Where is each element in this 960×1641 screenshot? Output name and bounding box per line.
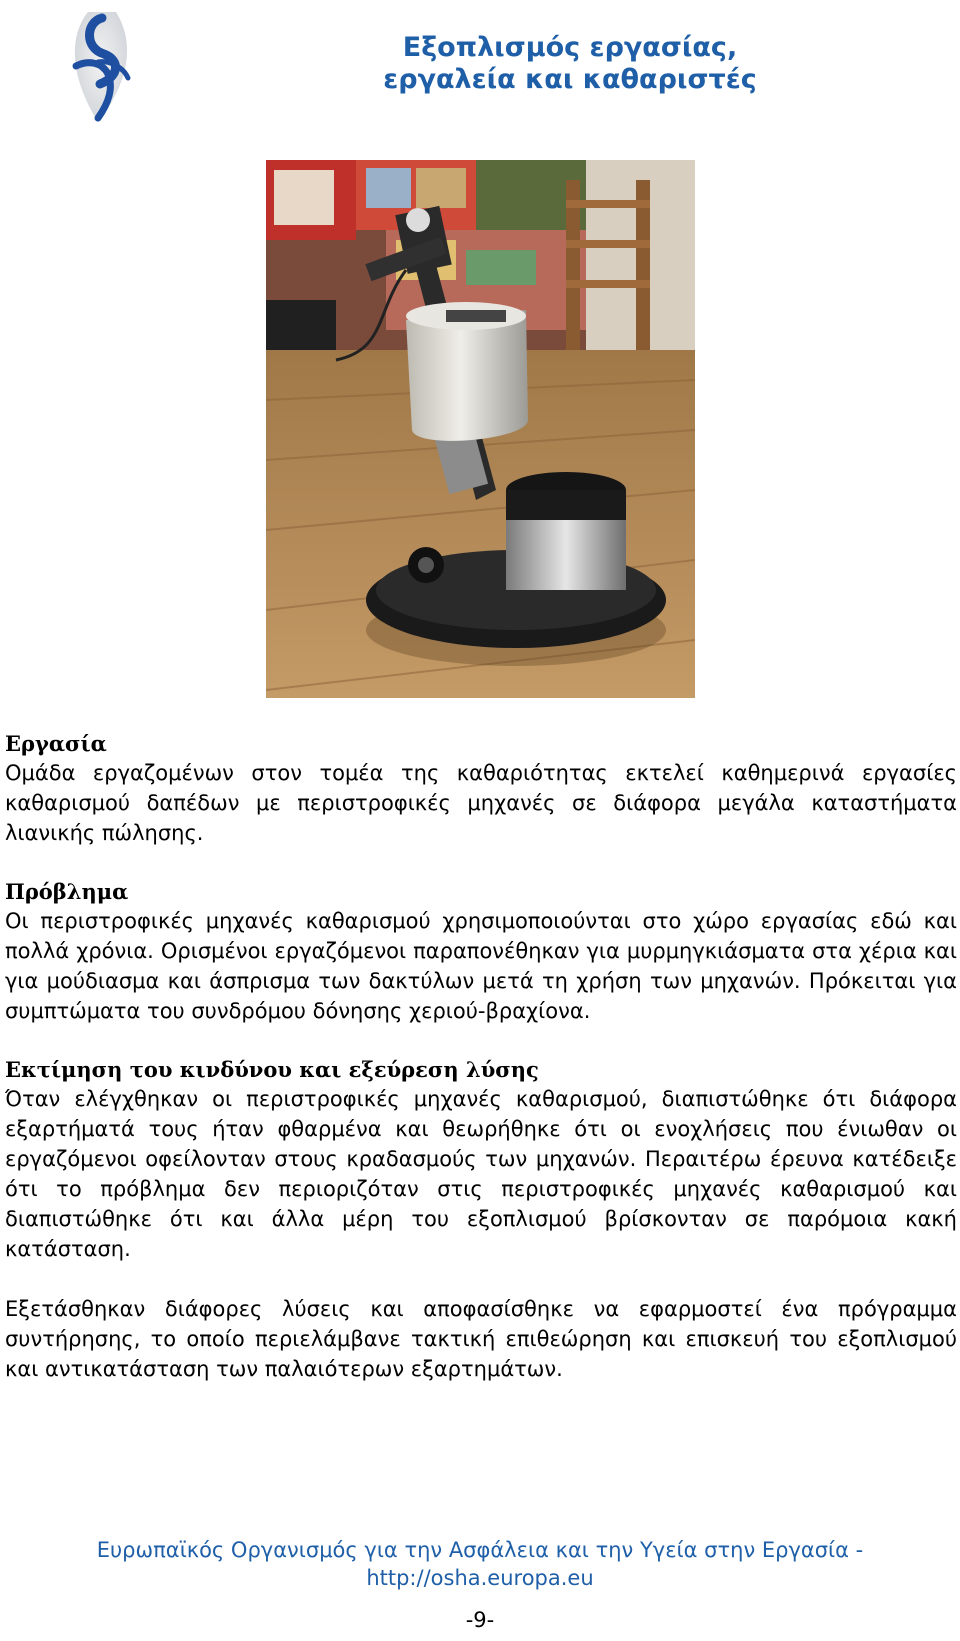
title-line-2: εργαλεία και καθαριστές bbox=[383, 64, 757, 95]
section-paragraph: Οι περιστροφικές μηχανές καθαρισμού χρησιμοποιούνται στο χώρο εργασίας εδώ και πολλά χρόνια. Ορισμένοι εργαζόμενοι παραπονέθηκαν για μυρμηγκιάσματα στα χέρια και για μούδιασμα και άσπρισμα των δακτύλων μετά τη χρήση των μηχανών. Πρόκειται για συμπτώματα του συνδρόμου δόνησης χεριού-βραχίονα. bbox=[5, 909, 957, 1023]
section-problem bbox=[5, 878, 957, 1026]
title-line-1: Εξοπλισμός εργασίας, bbox=[402, 32, 738, 63]
page-number: -9- bbox=[465, 1608, 495, 1632]
section-paragraph: Εξετάσθηκαν διάφορες λύσεις και αποφασίσθηκε να εφαρμοστεί ένα πρόγραμμα συντήρησης, το οποίο περιελάμβανε τακτική επιθεώρηση και επισκευή του εξοπλισμού και αντικατάσταση των παλαιότερων εξαρτημάτων. bbox=[5, 1297, 957, 1381]
section-heading: Πρόβλημα bbox=[5, 879, 129, 904]
article-body bbox=[5, 730, 957, 1414]
page-title bbox=[300, 32, 840, 96]
footer bbox=[0, 1536, 960, 1592]
footer-url[interactable]: http://osha.europa.eu bbox=[366, 1566, 594, 1590]
footer-org: Ευρωπαϊκός Οργανισμός για την Ασφάλεια και την Υγεία στην Εργασία - bbox=[96, 1538, 864, 1562]
section-task bbox=[5, 730, 957, 848]
floor-polisher-photo bbox=[266, 160, 695, 698]
section-paragraph: Όταν ελέγχθηκαν οι περιστροφικές μηχανές καθαρισμού, διαπιστώθηκε ότι διάφορα εξαρτήματά τους ήταν φθαρμένα και θεωρήθηκε ότι οι ενοχλήσεις που ένιωθαν οι εργαζόμενοι οφείλονταν στους κραδασμούς των μηχανών. Περαιτέρω έρευνα κατέδειξε ότι το πρόβλημα δεν περιοριζόταν στις περιστροφικές μηχανές καθαρισμού και διαπιστώθηκε ότι και άλλα μέρη του εξοπλισμού βρίσκονταν σε παρόμοια κακή κατάσταση. bbox=[5, 1087, 957, 1261]
section-heading: Εργασία bbox=[5, 731, 107, 756]
osha-logo-icon bbox=[58, 4, 144, 128]
section-risk-assessment bbox=[5, 1056, 957, 1384]
section-paragraph: Ομάδα εργαζομένων στον τομέα της καθαριότητας εκτελεί καθημερινά εργασίες καθαρισμού δαπέδων με περιστροφικές μηχανές σε διάφορα μεγάλα καταστήματα λιανικής πώλησης. bbox=[5, 761, 957, 845]
section-heading: Εκτίμηση του κινδύνου και εξεύρεση λύσης bbox=[5, 1057, 539, 1082]
